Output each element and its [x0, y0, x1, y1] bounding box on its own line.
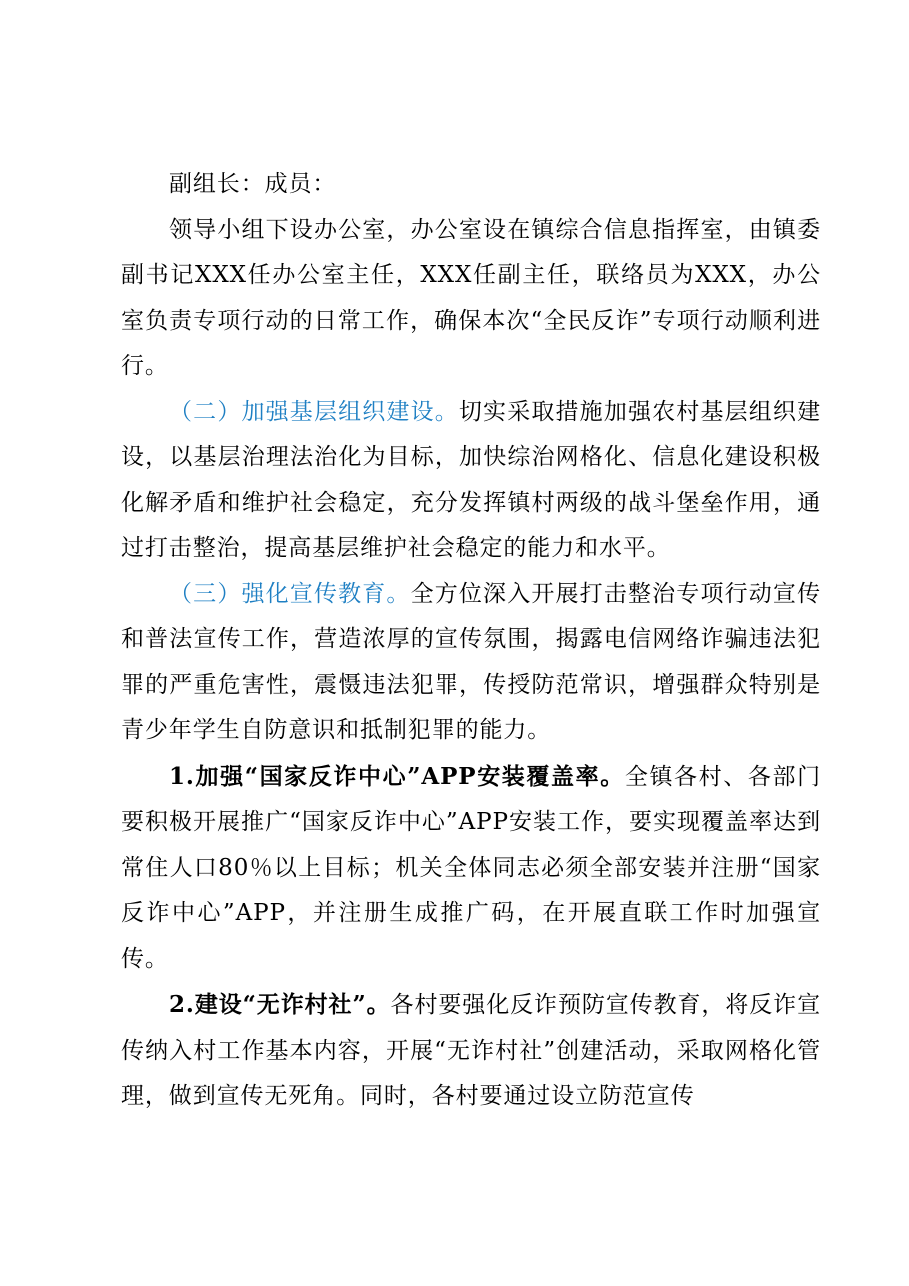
section3-heading: （三）强化宣传教育。: [169, 580, 411, 607]
members-line: [121, 162, 821, 208]
office-text: 领导小组下设办公室，办公室设在镇综合信息指挥室，由镇委副书记XXX任办公室主任，XXX任副主任，联络员为XXX，办公室负责专项行动的日常工作，确保本次“全民反诈”专项行动顺利进行。: [121, 216, 821, 379]
office-paragraph: [121, 208, 821, 390]
members-text: 副组长：成员：: [169, 171, 337, 197]
item1-heading: 1.加强“国家反诈中心”APP安装覆盖率。: [169, 762, 625, 790]
item2-heading: 2.建设“无诈村社”。: [169, 991, 391, 1018]
section3-paragraph: [121, 572, 821, 754]
item2-body: 各村要强化反诈预防宣传教育，将反诈宣传纳入村工作基本内容，开展“无诈村社”创建活动，采取网格化管理，做到宣传无死角。同时，各村要通过设立防范宣传: [121, 992, 821, 1109]
section2-body: 切实采取措施加强农村基层组织建设，以基层治理法治化为目标，加快综治网格化、信息化建设积极化解矛盾和维护社会稳定，充分发挥镇村两级的战斗堡垒作用，通过打击整治，提高基层维护社会稳定的能力和水平。: [121, 398, 821, 561]
section2-heading: （二）加强基层组织建设。: [169, 398, 459, 425]
item1-paragraph: [121, 754, 821, 983]
section3-body: 全方位深入开展打击整治专项行动宣传和普法宣传工作，营造浓厚的宣传氛围，揭露电信网络诈骗违法犯罪的严重危害性，震慑违法犯罪，传授防范常识，增强群众特别是青少年学生自防意识和抵制犯罪的能力。: [121, 580, 821, 743]
item1-body: 全镇各村、各部门要积极开展推广“国家反诈中心”APP安装工作，要实现覆盖率达到常住人口80％以上目标；机关全体同志必须全部安装并注册“国家反诈中心”APP，并注册生成推广码，在开展直联工作时加强宣传。: [121, 763, 821, 972]
section2-paragraph: [121, 390, 821, 572]
item2-paragraph: [121, 982, 821, 1120]
document-body: [121, 162, 821, 1120]
